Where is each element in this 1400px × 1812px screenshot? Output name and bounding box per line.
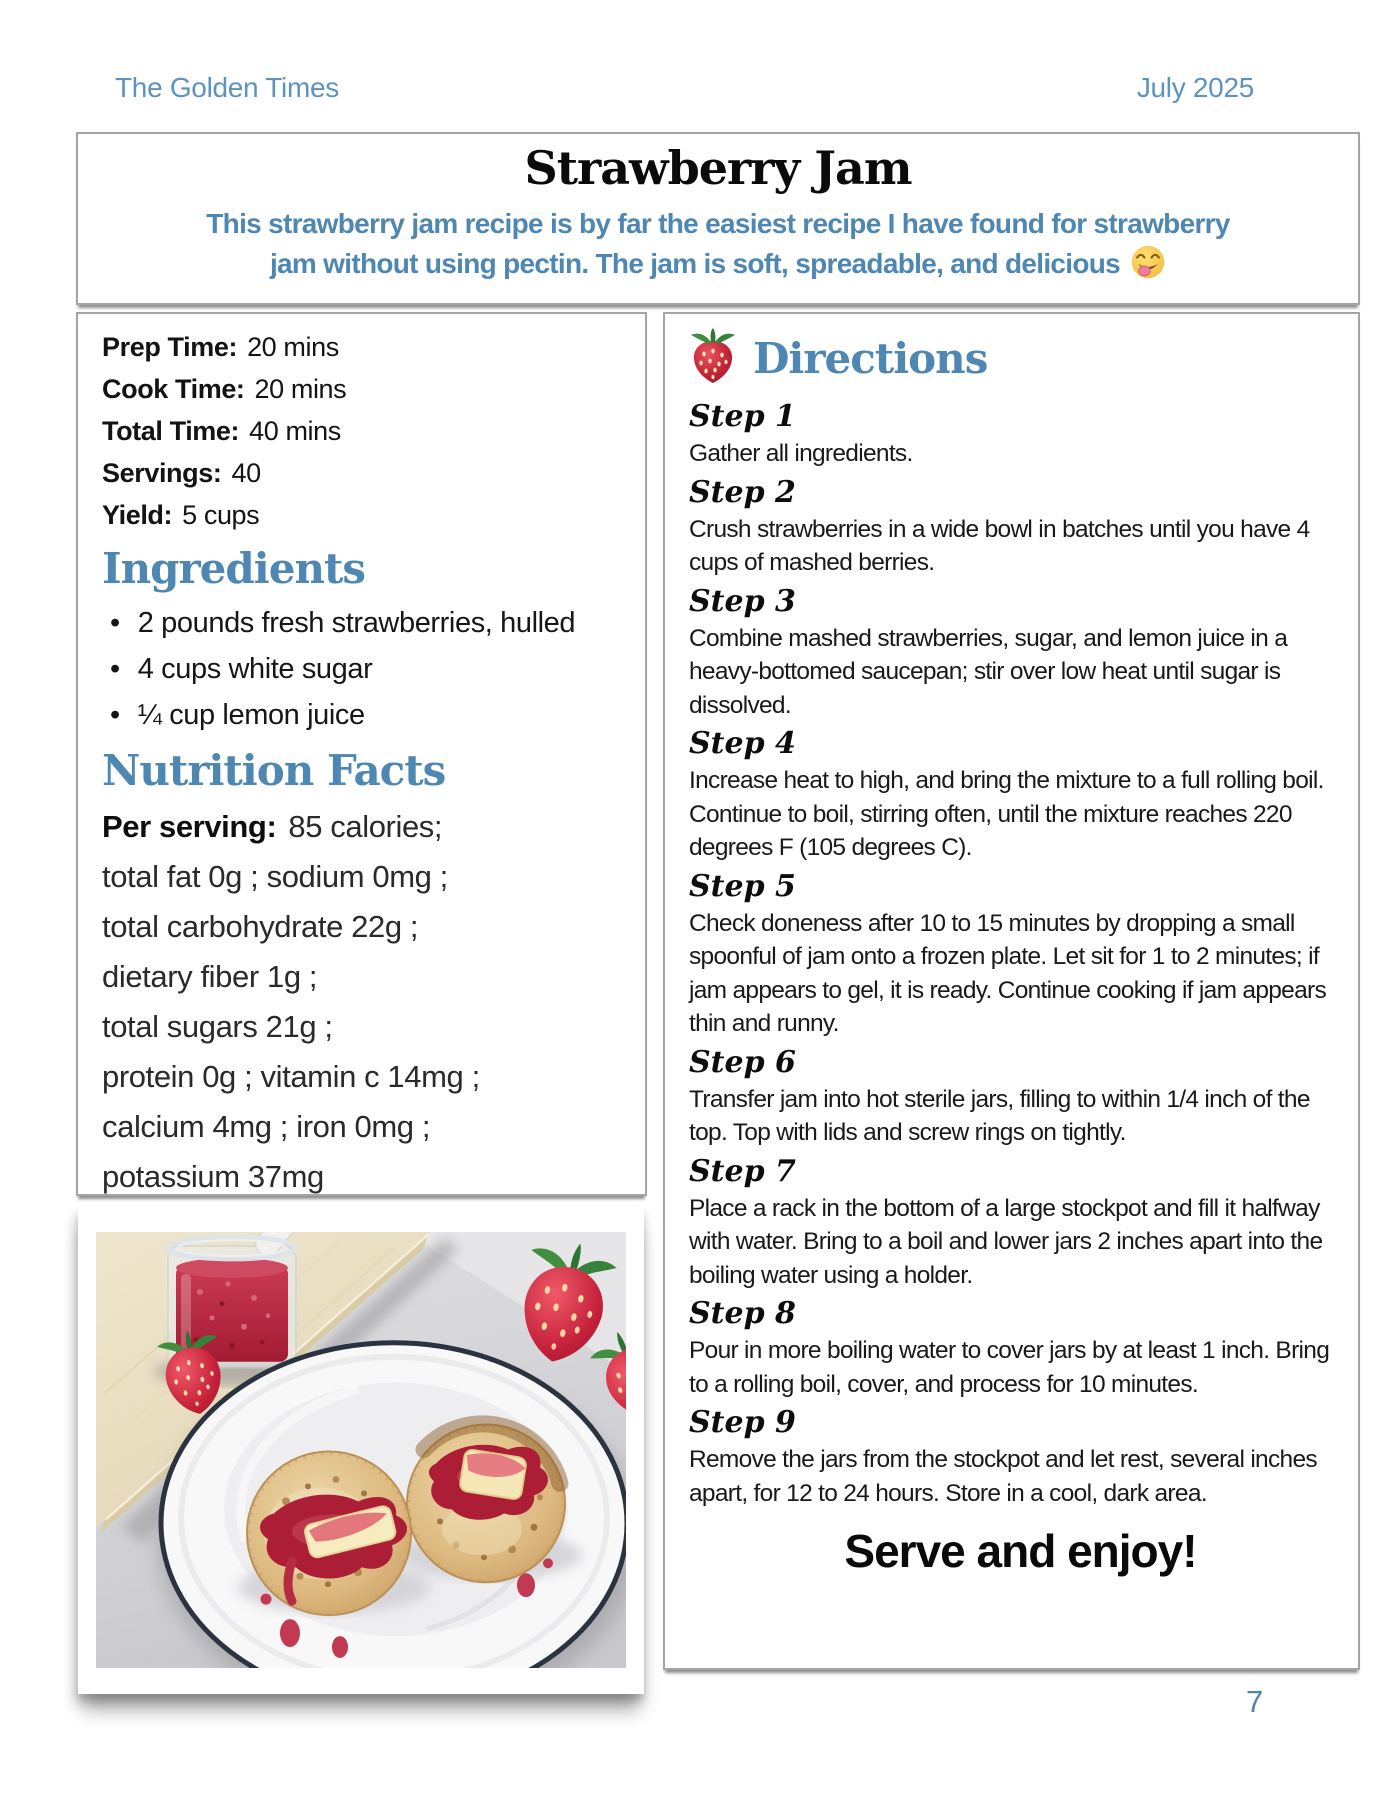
meta-value: 20 mins xyxy=(254,374,347,404)
meta-line xyxy=(102,410,629,452)
closing-text: Serve and enjoy! xyxy=(844,1525,1197,1577)
meta-value: 5 cups xyxy=(182,500,260,530)
meta-line xyxy=(102,326,629,368)
ingredient-item: • 4 cups white sugar xyxy=(102,646,629,692)
step-text: Gather all ingredients. xyxy=(689,440,913,467)
subtitle-line: jam without using pectin. The jam is soft, spreadable, and delicious xyxy=(269,248,1121,279)
step-text: Increase heat to high, and bring the mixture to a full rolling boil. Continue to boil, stirring often, until the mixture reaches 220 degrees F (105 degrees C). xyxy=(689,767,1324,861)
nutrition-per-serving xyxy=(102,802,629,852)
nutrition-line: total sugars 21g ; xyxy=(102,1009,333,1044)
step-text: Transfer jam into hot sterile jars, filling to within 1/4 inch of the top. Top with lids and screw rings on tightly. xyxy=(689,1085,1310,1146)
step-label: Step 5 xyxy=(689,868,796,904)
ingredient-item: • ¼ cup lemon juice xyxy=(102,692,629,738)
directions-heading: Directions xyxy=(753,334,988,383)
meta-label: Yield: xyxy=(102,500,173,530)
nutrition-heading: Nutrition Facts xyxy=(102,746,446,795)
step-label: Step 6 xyxy=(689,1044,796,1080)
issue-date: July 2025 xyxy=(1136,72,1254,103)
meta-value: 20 mins xyxy=(247,332,339,362)
directions-panel xyxy=(663,312,1360,1670)
step-text: Combine mashed strawberries, sugar, and lemon juice in a heavy-bottomed saucepan; stir over low heat until sugar is dissolved. xyxy=(689,624,1288,719)
meta-label: Cook Time: xyxy=(102,374,245,404)
meta-label: Servings: xyxy=(102,458,222,488)
step-text: Place a rack in the bottom of a large stockpot and fill it halfway with water. Bring to a boil and lower jars 2 inches apart into the boiling water using a holder. xyxy=(689,1194,1323,1289)
step-text: Remove the jars from the stockpot and let rest, several inches apart, for 12 to 24 hours. Store in a cool, dark area. xyxy=(689,1446,1317,1507)
step-label: Step 3 xyxy=(689,583,796,619)
meta-label: Prep Time: xyxy=(102,332,238,362)
step-text: Check doneness after 10 to 15 minutes by dropping a small spoonful of jam onto a frozen plate. Let sit for 1 to 2 minutes; if jam appears to gel, it is ready. Continue cooking if jam appears thin and runny. xyxy=(689,909,1327,1037)
ingredient-item: • 2 pounds fresh strawberries, hulled xyxy=(102,600,629,646)
newsletter-title: The Golden Times xyxy=(115,72,339,103)
step-label: Step 9 xyxy=(689,1405,796,1440)
face-savoring-food-icon xyxy=(1130,244,1166,291)
step-text: Crush strawberries in a wide bowl in batches until you have 4 cups of mashed berries. xyxy=(689,515,1310,576)
step-label: Step 1 xyxy=(689,399,796,434)
meta-value: 40 xyxy=(231,458,261,488)
title-box xyxy=(76,132,1360,305)
strawberry-icon xyxy=(689,328,737,389)
per-serving-value: 85 calories; xyxy=(288,809,443,844)
step-label: Step 8 xyxy=(689,1296,796,1331)
per-serving-label: Per serving: xyxy=(102,809,277,844)
meta-line xyxy=(102,494,629,536)
step-text: Pour in more boiling water to cover jars by at least 1 inch. Bring to a rolling boil, cover, and process for 10 minutes. xyxy=(689,1337,1330,1398)
page-number: 7 xyxy=(1246,1684,1264,1719)
nutrition-line: calcium 4mg ; iron 0mg ; xyxy=(102,1109,431,1144)
ingredients-heading: Ingredients xyxy=(102,544,366,593)
nutrition-line: protein 0g ; vitamin c 14mg ; xyxy=(102,1059,480,1094)
step-label: Step 7 xyxy=(689,1153,796,1189)
nutrition-line: total carbohydrate 22g ; xyxy=(102,909,419,944)
meta-value: 40 mins xyxy=(249,416,341,446)
recipe-subtitle xyxy=(78,204,1358,291)
step-label: Step 2 xyxy=(689,474,796,510)
nutrition-line: potassium 37mg xyxy=(102,1159,324,1194)
page-title: Strawberry Jam xyxy=(524,141,912,195)
nutrition-line: total fat 0g ; sodium 0mg ; xyxy=(102,859,448,894)
step-label: Step 4 xyxy=(689,726,796,761)
meta-line xyxy=(102,368,629,410)
recipe-info-panel xyxy=(76,312,647,1196)
meta-line xyxy=(102,452,629,494)
directions-header xyxy=(689,328,1352,389)
recipe-photo xyxy=(96,1232,626,1668)
ingredients-list xyxy=(102,600,629,738)
nutrition-line: dietary fiber 1g ; xyxy=(102,959,318,994)
meta-label: Total Time: xyxy=(102,416,240,446)
photo-frame xyxy=(78,1206,644,1694)
butter-pat xyxy=(459,1449,527,1500)
subtitle-line: This strawberry jam recipe is by far the easiest recipe I have found for strawberry xyxy=(206,208,1230,239)
